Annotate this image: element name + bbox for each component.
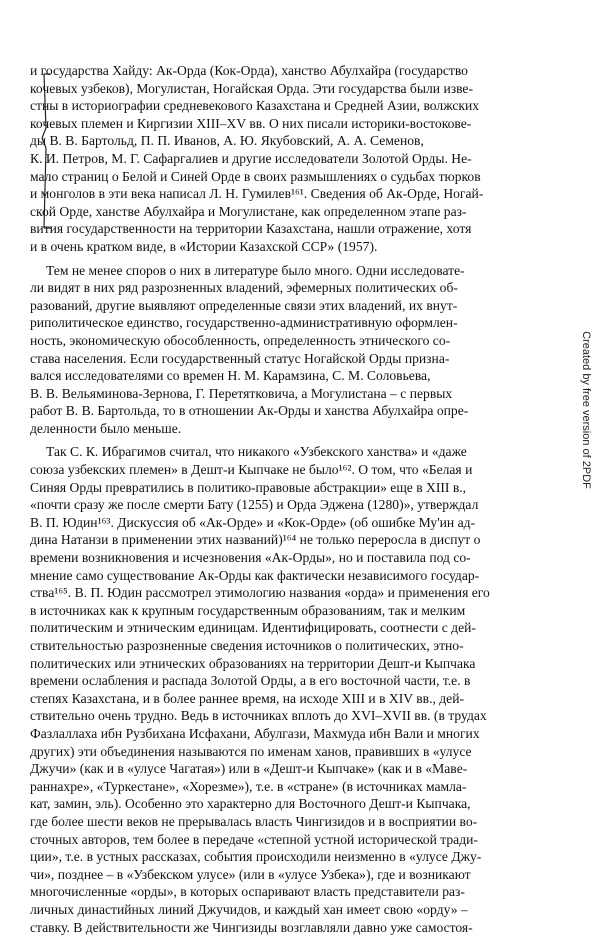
text-line: союза узбекских племен» в Дешт-и Кыпчаке не было¹⁶². О том, что «Белая и xyxy=(30,462,473,478)
text-line: мало страниц о Белой и Синей Орде в своих размышлениях о судьбах тюрков xyxy=(30,168,481,184)
text-line: става населения. Если государственный статус Ногайской Орды призна- xyxy=(30,350,450,366)
text-line: кочевых узбеков), Могулистан, Ногайская Орда. Эти государства были изве- xyxy=(30,80,473,96)
text-line: К. И. Петров, М. Г. Сафаргалиев и другие исследователи Золотой Орды. Не- xyxy=(30,150,472,166)
text-line: раннахре», «Туркестане», «Хорезме»), т.е. в «стране» (в источниках мамла- xyxy=(30,778,467,794)
text-line: ствительно очень трудно. Ведь в источниках вплоть до XVI–XVII вв. (в трудах xyxy=(30,708,487,724)
text-line: вития государственности на территории Казахстана, нашли отражение, хотя xyxy=(30,221,472,237)
watermark-text: Created by free version of 2PDF xyxy=(580,331,592,489)
text-line: и монголов в эти века написал Л. Н. Гумилев¹⁶¹. Сведения об Ак-Орде, Ногай- xyxy=(30,186,484,202)
text-line: ставку. В действительности же Чингизиды возглавляли давно уже самостоя- xyxy=(30,919,473,935)
text-line: деленности было меньше. xyxy=(30,420,182,436)
text-line: кат, замин, эль). Особенно это характерно для Восточного Дешт-и Кыпчака, xyxy=(30,796,471,812)
text-line: В. П. Юдин¹⁶³. Дискуссия об «Ак-Орде» и «Кок-Орде» (об ошибке Му'ин ад- xyxy=(30,514,476,530)
text-line: ции», т.е. в устных рассказах, события происходили неизменно в «улусе Джу- xyxy=(30,849,482,865)
text-line: дина Натанзи в применении этих названий)¹⁶⁴ не только переросла в диспут о xyxy=(30,532,481,548)
text-line: мнение само существование Ак-Орды как фактически независимого государ- xyxy=(30,567,480,583)
text-line: степях Казахстана, и в более раннее время, на исходе XIII и в XIV вв., дей- xyxy=(30,690,465,706)
text-line: В. В. Вельяминова-Зернова, Г. Перетятковича, а Могулистана – с первых xyxy=(30,385,453,401)
text-line: и в очень кратком виде, в «Истории Казахской ССР» (1957). xyxy=(30,238,378,254)
paragraph xyxy=(30,262,570,438)
text-line: других) эти объединения называются по именам ханов, правивших в «улусе xyxy=(30,743,472,759)
text-line: времени возникновения и исчезновения «Ак-Орды», но и поставила под со- xyxy=(30,550,471,566)
text-line: работ В. В. Бартольда, то в отношении Ак-Орды и ханства Абулхайра опре- xyxy=(30,403,469,419)
text-line: «почти сразу же после смерти Бату (1255) и Орда Эджена (1280)», утверждал xyxy=(30,497,479,513)
text-line: чи», позднее – в «Узбекском улусе» (или в «улусе Узбека»), где и возникают xyxy=(30,866,471,882)
text-line: ствительностью разрозненные сведения источников о политических, этно- xyxy=(30,638,464,653)
text-line: ства¹⁶⁵. В. П. Юдин рассмотрел этимологию названия «орда» и применения его xyxy=(30,585,490,601)
text-line: в источниках как к крупным государственным образованиям, так и мелким xyxy=(30,602,466,618)
text-line: риполитическое единство, государственно-административную оформлен- xyxy=(30,315,458,331)
text-line: Синяя Орды превратились в политико-правовые абстракции» еще в XIII в., xyxy=(30,479,467,495)
text-line: политическим и этническим единицам. Идентифицировать, соотнести с дей- xyxy=(30,620,476,636)
text-line: кочевых племен и Киргизии XIII–XV вв. О них писали историки-востокове- xyxy=(30,115,472,131)
text-line: вался исследователями со времен Н. М. Карамзина, С. М. Соловьева, xyxy=(30,368,431,384)
text-line: ность, экономическую обособленность, определенность этнического со- xyxy=(30,332,451,348)
text-line: времени ослабления и распада Золотой Орды, а в его восточной части, т.е. в xyxy=(30,673,471,689)
text-line: разований, другие выявляют определенные связи этих владений, их внут- xyxy=(30,297,458,313)
text-line: и государства Хайду: Ак-Орда (Кок-Орда), ханство Абулхайра (государство xyxy=(30,63,468,78)
text-line: многочисленные «орды», в которых оспаривают власть представители раз- xyxy=(30,884,465,900)
text-line: сточных авторов, тем более в передаче «степной устной исторической тради- xyxy=(30,831,478,847)
text-line: личных династийных линий Джучидов, и каждый хан имеет свою «орду» – xyxy=(30,901,468,917)
paragraph xyxy=(30,62,570,256)
text-line: ли видят в них ряд разрозненных владений, эфемерных политических об- xyxy=(30,280,458,296)
text-line: политических или этнических образованиях на территории Дешт-и Кыпчака xyxy=(30,655,476,671)
text-line: ской Орде, ханстве Абулхайра и Могулистане, как определенном этапе раз- xyxy=(30,203,467,219)
text-line: Джучи» (как и в «улусе Чагатая») или в «Дешт-и Кыпчаке» (как и в «Мавe- xyxy=(30,761,468,777)
text-line: Фазлаллаха ибн Рузбихана Исфахани, Абулгази, Махмуда ибн Вали и многих xyxy=(30,725,480,741)
text-line: Так С. К. Ибрагимов считал, что никакого «Узбекского ханства» и «даже xyxy=(46,444,467,460)
document-page xyxy=(30,62,570,942)
text-line: где более шести веков не прерывалась власть Чингизидов и в восприятии во- xyxy=(30,813,478,829)
text-line: стны в историографии средневекового Казахстана и Средней Азии, волжских xyxy=(30,98,480,114)
paragraph xyxy=(30,443,570,936)
text-line: Тем не менее споров о них в литературе было много. Одни исследовате- xyxy=(46,262,465,278)
text-line: ды В. В. Бартольд, П. П. Иванов, А. Ю. Якубовский, А. А. Семенов, xyxy=(30,133,424,149)
watermark xyxy=(577,90,595,730)
